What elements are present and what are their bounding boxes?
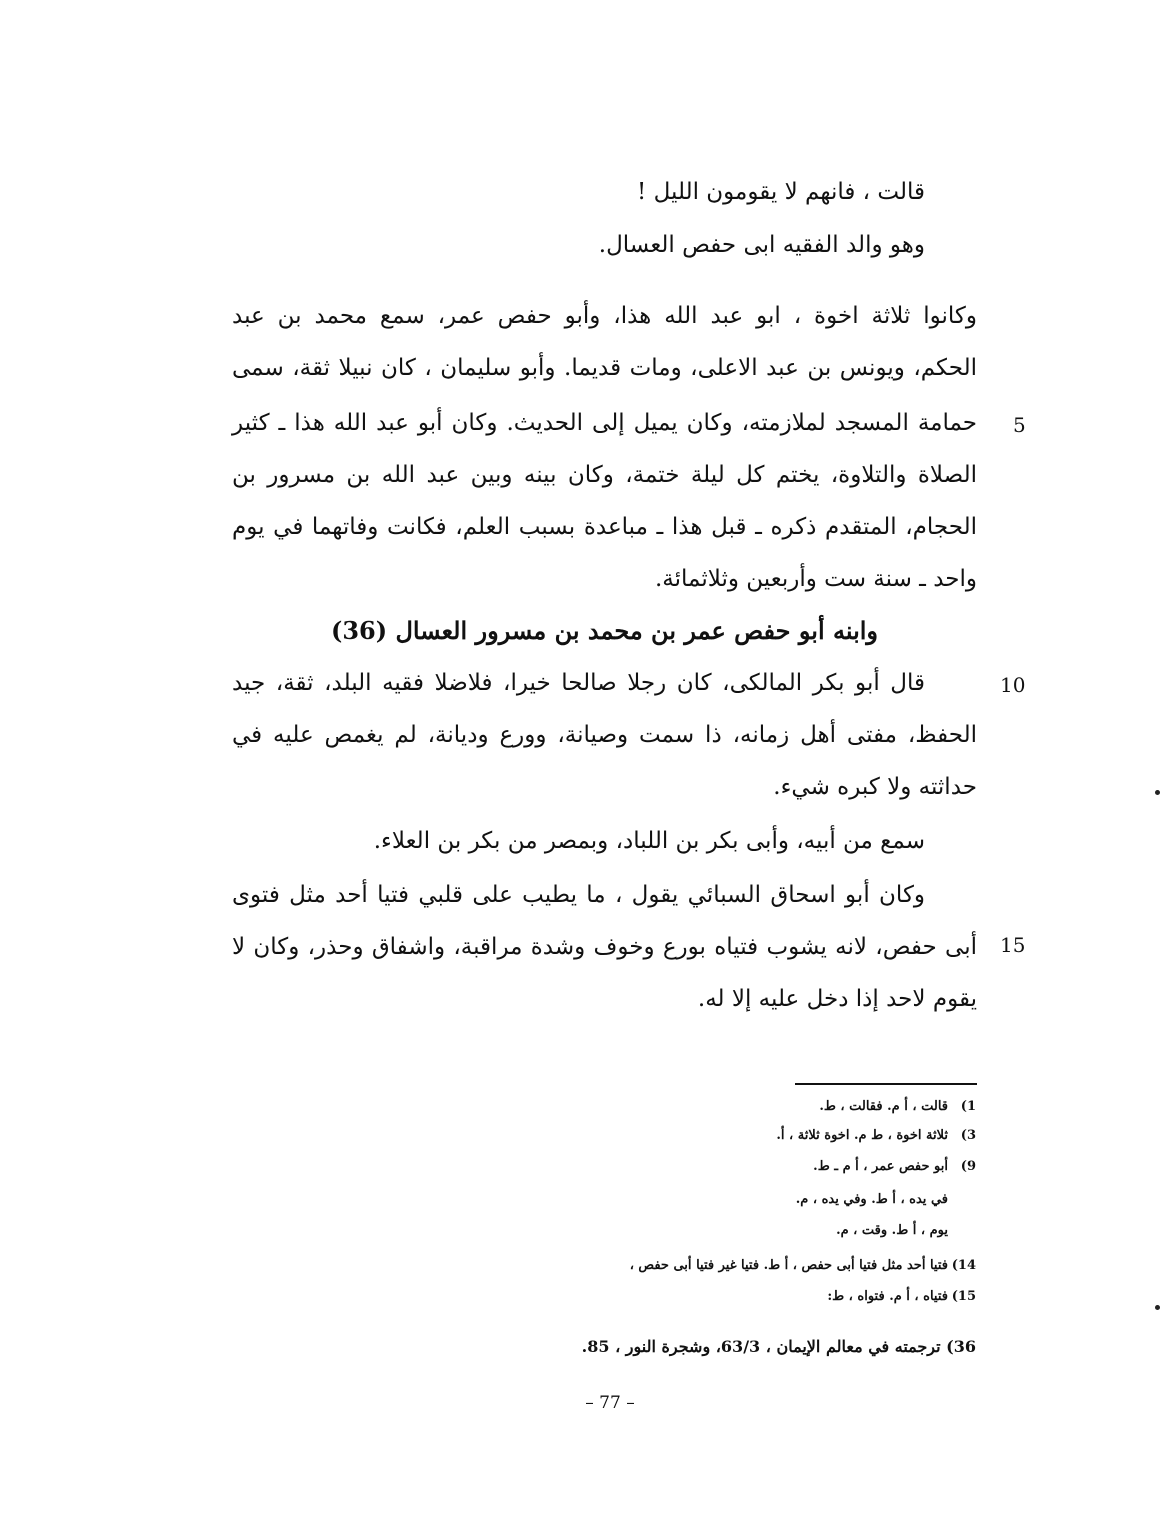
footnote: في يده ، أ ط. وفي يده ، م. [795, 1192, 948, 1207]
footnote-36: 36) ترجمته في معالم الإيمان ، 63/3، وشجرة النور ، 85. [581, 1337, 976, 1356]
text-line: الحفظ، مفتى أهل زمانه، ذا سمت وصيانة، وورع وديانة، لم يغمص عليه في [232, 722, 977, 748]
text-line: وكان أبو اسحاق السبائي يقول ، ما يطيب على قلبي فتيا أحد مثل فتوى [232, 882, 925, 908]
footnote: 3)ثلاثة اخوة ، ط م. اخوة ثلاثة ، أ. [776, 1128, 976, 1143]
text-line: أبى حفص، لانه يشوب فتياه بورع وخوف وشدة مراقبة، واشفاق وحذر، وكان لا [232, 934, 977, 960]
footnote: 1)قالت ، أ م. فقالت ، ط. [819, 1099, 976, 1114]
text-line: حمامة المسجد لملازمته، وكان يميل إلى الحديث. وكان أبو عبد الله هذا ـ كثير [232, 410, 977, 436]
footnote: 14)فتيا أحد مثل فتيا أبى حفص ، أ ط. فتيا غير فتيا أبى حفص ، [629, 1258, 976, 1273]
footnote: 15)فتياه ، أ م. فتواه ، ط: [827, 1289, 976, 1304]
text-line: الحكم، ويونس بن عبد الاعلى، ومات قديما. وأبو سليمان ، كان نبيلا ثقة، سمى [232, 355, 977, 381]
text-line: سمع من أبيه، وأبى بكر بن اللباد، وبمصر من بكر بن العلاء. [373, 828, 925, 854]
text-line: واحد ـ سنة ست وأربعين وثلاثمائة. [654, 566, 977, 592]
section-heading: وابنه أبو حفص عمر بن محمد بن مسرور العسال (36) [330, 616, 879, 645]
text-line: الحجام، المتقدم ذكره ـ قبل هذا ـ مباعدة بسبب العلم، فكانت وفاتهما في يوم [232, 514, 977, 540]
page-number: – 77 – [585, 1393, 635, 1413]
scan-mark [1155, 790, 1160, 795]
text-line: حداثته ولا كبره شيء. [773, 774, 977, 800]
text-line: وكانوا ثلاثة اخوة ، ابو عبد الله هذا، وأبو حفص عمر، سمع محمد بن عبد [232, 303, 977, 329]
footnote-rule [795, 1083, 977, 1085]
line-number: 10 [1000, 673, 1026, 697]
footnote: 9)أبو حفص عمر ، أ م ـ ط. [813, 1159, 976, 1174]
footnote: يوم ، أ ط. وقت ، م. [836, 1223, 948, 1238]
text-line: الصلاة والتلاوة، يختم كل ليلة ختمة، وكان بينه وبين عبد الله بن مسرور بن [232, 462, 977, 488]
line-number: 5 [1013, 413, 1026, 437]
text-line: قالت ، فانهم لا يقومون الليل ! [637, 179, 925, 205]
text-line: يقوم لاحد إذا دخل عليه إلا له. [697, 986, 977, 1012]
text-line: وهو والد الفقيه ابى حفص العسال. [598, 232, 925, 258]
scan-mark [1155, 1305, 1160, 1310]
line-number: 15 [1000, 933, 1026, 957]
text-line: قال أبو بكر المالكى، كان رجلا صالحا خيرا، فلاضلا فقيه البلد، ثقة، جيد [232, 670, 925, 696]
